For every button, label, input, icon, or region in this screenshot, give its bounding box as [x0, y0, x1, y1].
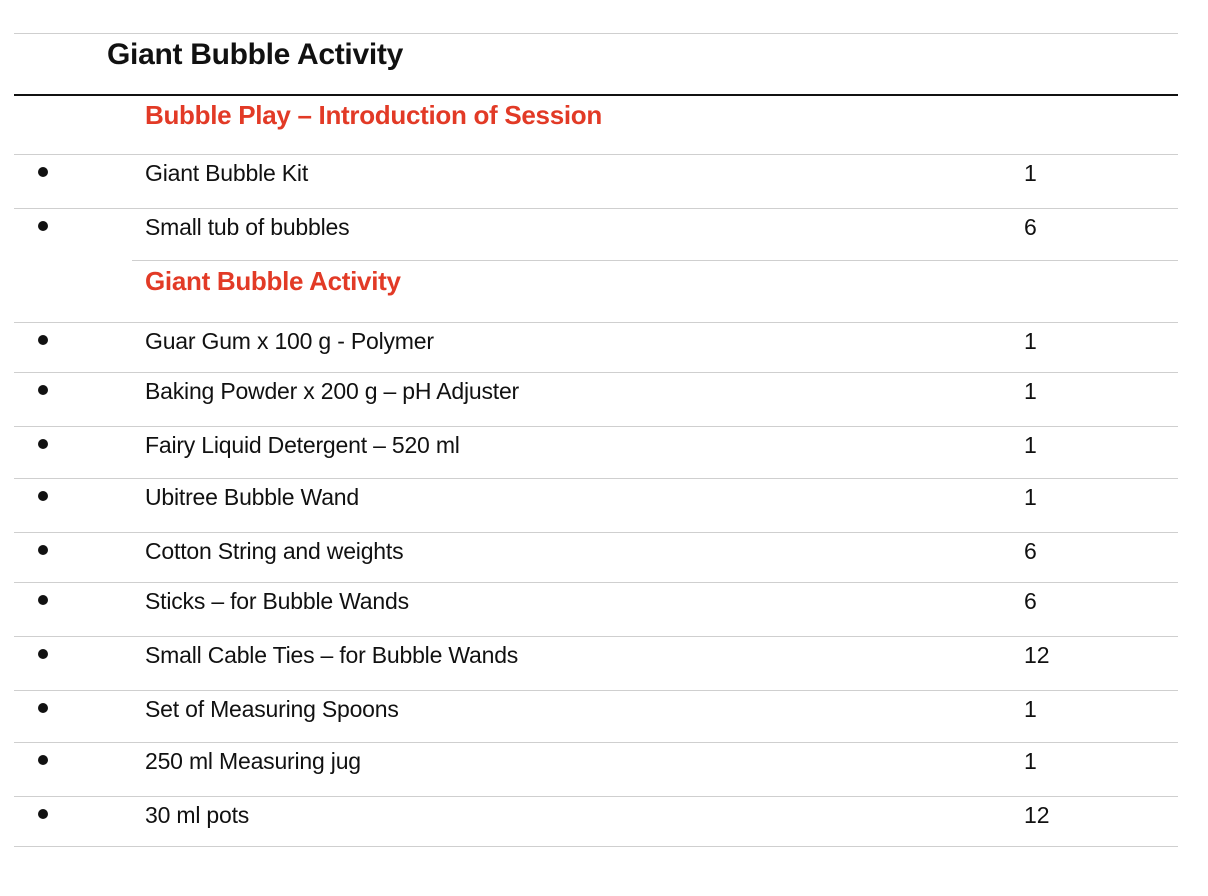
item-quantity: 6: [1024, 538, 1037, 564]
item-quantity: 6: [1024, 214, 1037, 240]
bullet-icon: [38, 545, 48, 555]
bullet-icon: [38, 335, 48, 345]
item-quantity: 1: [1024, 696, 1037, 722]
item-name: Baking Powder x 200 g – pH Adjuster: [145, 378, 520, 404]
item-name: Giant Bubble Kit: [145, 160, 309, 186]
item-quantity: 1: [1024, 484, 1037, 510]
bullet-icon: [38, 755, 48, 765]
divider: [14, 154, 1178, 155]
list-item: [0, 326, 1208, 356]
bullet-icon: [38, 167, 48, 177]
list-item: [0, 482, 1208, 512]
divider: [132, 260, 1178, 261]
item-quantity: 6: [1024, 588, 1037, 614]
bullet-icon: [38, 439, 48, 449]
item-name: Small Cable Ties – for Bubble Wands: [145, 642, 519, 668]
divider: [14, 372, 1178, 373]
item-name: Cotton String and weights: [145, 538, 404, 564]
bullet-icon: [38, 703, 48, 713]
title-divider: [14, 94, 1178, 96]
list-item: [0, 694, 1208, 724]
item-name: Guar Gum x 100 g - Polymer: [145, 328, 434, 354]
item-quantity: 12: [1024, 802, 1050, 828]
item-quantity: 1: [1024, 160, 1037, 186]
divider: [14, 796, 1178, 797]
bullet-icon: [38, 385, 48, 395]
item-quantity: 1: [1024, 328, 1037, 354]
item-name: 30 ml pots: [145, 802, 250, 828]
bottom-divider: [14, 846, 1178, 847]
bullet-icon: [38, 649, 48, 659]
item-name: Set of Measuring Spoons: [145, 696, 399, 722]
bullet-icon: [38, 221, 48, 231]
section-heading-bubble-play: Bubble Play – Introduction of Session: [145, 100, 602, 130]
item-name: Fairy Liquid Detergent – 520 ml: [145, 432, 460, 458]
list-item: [0, 536, 1208, 566]
list-item: [0, 746, 1208, 776]
bullet-icon: [38, 595, 48, 605]
list-item: [0, 586, 1208, 616]
section-heading-giant-bubble-activity: Giant Bubble Activity: [145, 266, 401, 296]
item-quantity: 1: [1024, 432, 1037, 458]
item-name: 250 ml Measuring jug: [145, 748, 361, 774]
divider: [14, 690, 1178, 691]
item-name: Ubitree Bubble Wand: [145, 484, 359, 510]
item-name: Small tub of bubbles: [145, 214, 350, 240]
divider: [14, 322, 1178, 323]
divider: [14, 742, 1178, 743]
list-item: [0, 158, 1208, 188]
divider: [14, 478, 1178, 479]
divider: [14, 582, 1178, 583]
item-name: Sticks – for Bubble Wands: [145, 588, 409, 614]
top-divider: [14, 33, 1178, 34]
page-title: Giant Bubble Activity: [107, 38, 403, 71]
item-quantity: 1: [1024, 378, 1037, 404]
list-item: [0, 640, 1208, 670]
divider: [14, 208, 1178, 209]
divider: [14, 532, 1178, 533]
list-item: [0, 800, 1208, 830]
list-item: [0, 430, 1208, 460]
item-quantity: 1: [1024, 748, 1037, 774]
bullet-icon: [38, 491, 48, 501]
item-quantity: 12: [1024, 642, 1050, 668]
bullet-icon: [38, 809, 48, 819]
divider: [14, 426, 1178, 427]
list-item: [0, 212, 1208, 242]
list-item: [0, 376, 1208, 406]
divider: [14, 636, 1178, 637]
